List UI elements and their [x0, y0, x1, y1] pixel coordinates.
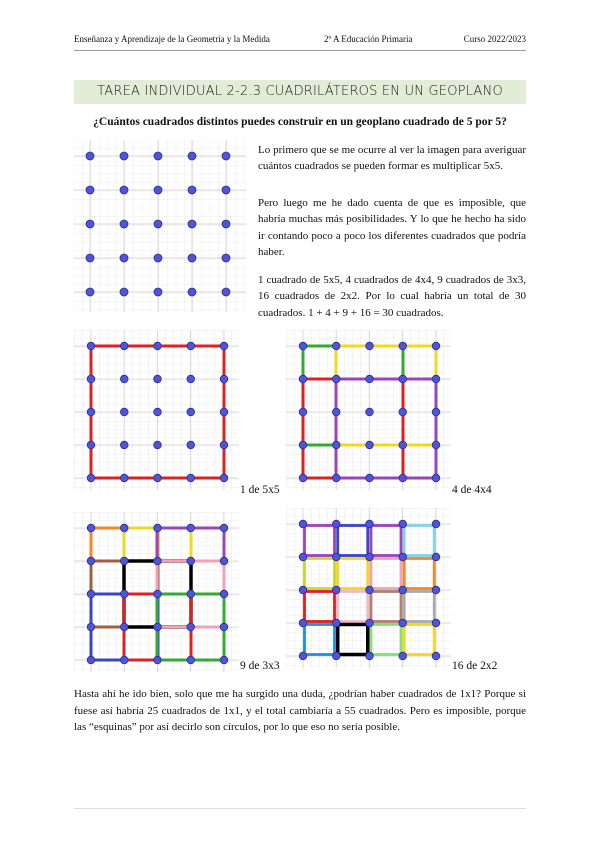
peg	[120, 375, 128, 383]
peg	[120, 254, 128, 262]
peg	[154, 656, 162, 664]
square-2x2	[371, 526, 401, 556]
peg	[87, 408, 95, 416]
peg	[399, 408, 407, 416]
peg	[332, 586, 340, 594]
peg	[87, 441, 95, 449]
peg	[87, 656, 95, 664]
peg	[222, 288, 230, 296]
peg	[187, 557, 195, 565]
peg	[87, 342, 95, 350]
peg	[220, 408, 228, 416]
peg	[222, 254, 230, 262]
peg	[87, 524, 95, 532]
peg	[120, 342, 128, 350]
peg	[120, 408, 128, 416]
peg	[120, 220, 128, 228]
task-question: ¿Cuántos cuadrados distintos puedes construir en un geoplano cuadrado de 5 por 5?	[93, 116, 507, 128]
peg	[399, 474, 407, 482]
peg	[87, 557, 95, 565]
peg	[187, 524, 195, 532]
geoboard-empty-grid	[74, 140, 246, 312]
peg	[399, 375, 407, 383]
header-subject: Enseñanza y Aprendizaje de la Geometría y la Medida	[74, 34, 270, 44]
peg	[120, 186, 128, 194]
peg	[154, 474, 162, 482]
peg	[366, 375, 374, 383]
peg	[432, 520, 440, 528]
peg	[120, 623, 128, 631]
peg	[299, 375, 307, 383]
peg	[220, 342, 228, 350]
peg	[332, 408, 340, 416]
conclusion-paragraph: Hasta ahí he ido bien, solo que me ha surgido una duda, ¿podrían haber cuadrados de 1x1? Porque si fuese así habría 25 cuadrados de 1x1, y el total cambiaría a 55 cuadrados. Pero es imposible, porque las “esquinas” por así decirlo son círculos, por lo que eso no sería posible.	[74, 688, 526, 733]
peg	[332, 553, 340, 561]
peg	[299, 474, 307, 482]
peg	[366, 652, 374, 660]
paragraph-1: Lo primero que se me ocurre al ver la imagen para averiguar cuántos cuadrados se pueden formar es multiplicar 5x5.	[258, 144, 526, 173]
peg	[154, 590, 162, 598]
peg	[187, 408, 195, 416]
peg	[86, 152, 94, 160]
header-course-group: 2º A Educación Primaria	[324, 34, 413, 44]
peg	[187, 375, 195, 383]
figure-3x3	[74, 512, 239, 672]
paragraph-2: Pero luego me he dado cuenta de que es imposible, que habría muchas más posibilidades. Y lo que he hecho ha sido ir contando poco a poco los diferentes cuadrados que podría haber.	[258, 197, 526, 258]
peg	[366, 474, 374, 482]
peg	[299, 586, 307, 594]
peg	[154, 254, 162, 262]
peg	[120, 441, 128, 449]
peg	[432, 474, 440, 482]
peg	[86, 186, 94, 194]
peg	[154, 408, 162, 416]
square-4x4-bottom-left	[303, 379, 403, 478]
peg	[187, 656, 195, 664]
peg	[154, 220, 162, 228]
peg	[188, 152, 196, 160]
square-2x2	[404, 559, 434, 589]
peg	[87, 375, 95, 383]
peg	[332, 441, 340, 449]
peg	[299, 441, 307, 449]
peg	[299, 553, 307, 561]
figure-5x5-svg	[74, 330, 239, 490]
square-2x2	[371, 559, 401, 589]
peg	[86, 220, 94, 228]
figure-3x3-svg	[74, 512, 239, 672]
peg	[299, 652, 307, 660]
peg	[188, 220, 196, 228]
peg	[87, 590, 95, 598]
peg	[366, 408, 374, 416]
peg	[220, 474, 228, 482]
task-title: TAREA INDIVIDUAL 2-2.3 CUADRILÁTEROS EN UN GEOPLANO	[74, 80, 526, 104]
peg	[399, 553, 407, 561]
figure-5x5	[74, 330, 239, 490]
peg	[432, 586, 440, 594]
paragraph-3: 1 cuadrado de 5x5, 4 cuadrados de 4x4, 9 cuadrados de 3x3, 16 cuadrados de 2x2. Por lo cual habría un total de 30 cuadrados. 1 + 4 + 9 + 16 = 30 cuadrados.	[258, 274, 526, 319]
peg	[120, 656, 128, 664]
peg	[432, 619, 440, 627]
peg	[432, 553, 440, 561]
peg	[332, 652, 340, 660]
square-4x4-top-left	[303, 346, 403, 445]
peg	[86, 288, 94, 296]
peg	[366, 342, 374, 350]
peg	[332, 619, 340, 627]
peg	[86, 254, 94, 262]
peg	[120, 590, 128, 598]
caption-2x2: 16 de 2x2	[452, 660, 498, 672]
page-header	[74, 34, 526, 48]
peg	[87, 474, 95, 482]
peg	[154, 441, 162, 449]
peg	[366, 520, 374, 528]
peg	[332, 375, 340, 383]
peg	[220, 524, 228, 532]
peg	[87, 623, 95, 631]
header-year: Curso 2022/2023	[463, 34, 526, 44]
peg	[366, 586, 374, 594]
peg	[299, 342, 307, 350]
peg	[154, 623, 162, 631]
peg	[432, 652, 440, 660]
peg	[220, 623, 228, 631]
caption-4x4: 4 de 4x4	[452, 484, 492, 496]
footer-rule	[74, 808, 526, 809]
peg	[187, 590, 195, 598]
caption-3x3: 9 de 3x3	[240, 660, 280, 672]
peg	[154, 557, 162, 565]
geoboard-empty-svg	[74, 140, 246, 312]
peg	[299, 619, 307, 627]
peg	[399, 520, 407, 528]
peg	[188, 186, 196, 194]
peg	[332, 342, 340, 350]
peg	[220, 590, 228, 598]
peg	[432, 441, 440, 449]
figure-4x4-svg	[286, 330, 451, 490]
peg	[220, 557, 228, 565]
figure-2x2	[286, 508, 451, 668]
peg	[188, 254, 196, 262]
peg	[120, 152, 128, 160]
peg	[187, 342, 195, 350]
peg	[120, 288, 128, 296]
peg	[120, 474, 128, 482]
square-4x4-bottom-right	[336, 379, 436, 478]
peg	[399, 441, 407, 449]
peg	[299, 408, 307, 416]
square-2x2	[371, 625, 401, 655]
square-2x2	[404, 526, 434, 556]
peg	[222, 152, 230, 160]
peg	[120, 557, 128, 565]
peg	[432, 342, 440, 350]
peg	[399, 586, 407, 594]
square-2x2	[404, 625, 434, 655]
peg	[188, 288, 196, 296]
peg	[399, 619, 407, 627]
peg	[299, 520, 307, 528]
peg	[187, 441, 195, 449]
peg	[222, 220, 230, 228]
peg	[399, 652, 407, 660]
peg	[220, 375, 228, 383]
peg	[187, 474, 195, 482]
peg	[220, 656, 228, 664]
square-2x2	[371, 592, 401, 622]
peg	[187, 623, 195, 631]
peg	[366, 441, 374, 449]
peg	[120, 524, 128, 532]
peg	[399, 342, 407, 350]
figure-4x4	[286, 330, 451, 490]
peg	[154, 524, 162, 532]
square-4x4-top-right	[336, 346, 436, 445]
peg	[220, 441, 228, 449]
peg	[154, 186, 162, 194]
peg	[154, 375, 162, 383]
peg	[332, 474, 340, 482]
geoboard-empty	[74, 140, 246, 312]
peg	[432, 408, 440, 416]
figure-2x2-svg	[286, 508, 451, 668]
square-2x2	[404, 592, 434, 622]
peg	[222, 186, 230, 194]
peg	[432, 375, 440, 383]
peg	[154, 288, 162, 296]
peg	[332, 520, 340, 528]
peg	[154, 342, 162, 350]
peg	[366, 619, 374, 627]
header-rule	[74, 50, 526, 51]
caption-5x5: 1 de 5x5	[240, 484, 280, 496]
peg	[154, 152, 162, 160]
peg	[366, 553, 374, 561]
